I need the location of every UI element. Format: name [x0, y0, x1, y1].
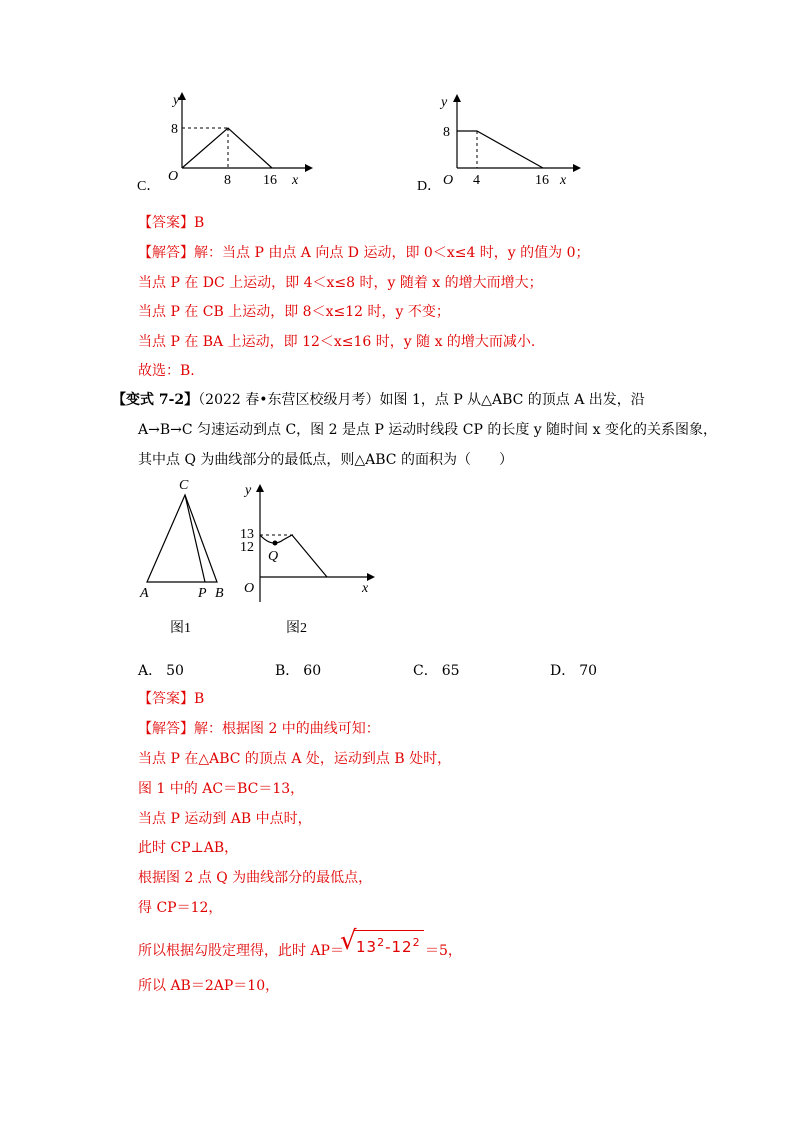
answer-value: B: [194, 691, 205, 707]
graph-d: [415, 90, 585, 195]
analysis-1-line-3: 当点 P 在 CB 上运动，即 8＜x≤12 时，y 不变；: [138, 304, 450, 320]
analysis-2-line-1: [138, 720, 380, 738]
graph-d-y-tick: 8: [443, 125, 450, 140]
analysis-1-line-4: 当点 P 在 BA 上运动，即 12＜x≤16 时，y 随 x 的增大而减小.: [138, 334, 536, 350]
sqrt-op: -: [385, 938, 392, 956]
graph-d-origin: O: [443, 173, 454, 188]
analysis-label: 【解答】: [138, 721, 194, 737]
sqrt-base-2: 12: [391, 938, 413, 956]
sqrt-expression: [340, 927, 424, 959]
pythagoras-suffix: ＝5，: [425, 943, 462, 959]
graph-c-y-tick: 8: [171, 122, 178, 137]
option-b: [275, 660, 321, 680]
analysis-2-line-6: 根据图 2 点 Q 为曲线部分的最低点，: [138, 870, 373, 886]
figure-1-caption: 图1: [170, 621, 191, 636]
figure-2-tick-13: 13: [240, 527, 254, 542]
figure-2-graph: [235, 480, 380, 640]
graph-c-x-label: x: [292, 173, 299, 188]
analysis-2-line-2: 当点 P 在△ABC 的顶点 A 处，运动到点 B 处时，: [138, 751, 452, 767]
analysis-2-pythagoras: [138, 942, 344, 960]
graph-c-origin: O: [168, 169, 179, 184]
analysis-text: 解：当点 P 由点 A 向点 D 运动，即 0＜x≤4 时，y 的值为 0；: [194, 245, 590, 261]
figure-2-origin: O: [244, 581, 255, 596]
problem-line-2: A→B→C 匀速运动到点 C，图 2 是点 P 运动时线段 CP 的长度 y 随时间 x 变化的关系图象，: [138, 422, 717, 438]
sqrt-exp-1: 2: [377, 936, 386, 949]
sqrt-exp-2: 2: [412, 936, 421, 949]
sqrt-base-1: 13: [356, 938, 378, 956]
problem-line-3: 其中点 Q 为曲线部分的最低点，则△ABC 的面积为（ ）: [138, 452, 513, 468]
option-d-value: 70: [579, 663, 598, 679]
figure-2-x-label: x: [362, 581, 369, 596]
graph-c-x-tick1: 8: [224, 173, 231, 188]
problem-text: （2022 春•东营区校级月考）如图 1，点 P 从△ABC 的顶点 A 出发，沿: [198, 392, 645, 408]
sqrt-vinculum: [354, 930, 424, 931]
problem-line-1: [112, 391, 645, 409]
figure-2-caption: 图2: [286, 621, 307, 636]
analysis-1-line-5: 故选：B.: [138, 363, 195, 379]
option-a-letter: A．: [138, 663, 163, 679]
figure-2-tick-12: 12: [240, 540, 254, 555]
figure-1-label-c: C: [179, 478, 189, 493]
option-c-letter: C．: [413, 663, 438, 679]
sqrt-radicand: [356, 936, 421, 956]
figure-1-label-p: P: [198, 586, 207, 601]
analysis-2-line-5: 此时 CP⊥AB，: [138, 840, 239, 856]
option-c-value: 65: [441, 663, 460, 679]
answer-label: 【答案】: [138, 691, 194, 707]
analysis-1-line-2: 当点 P 在 DC 上运动，即 4＜x≤8 时，y 随着 x 的增大而增大；: [138, 275, 543, 291]
figure-1-label-a: A: [140, 586, 149, 601]
answer-1: [138, 214, 204, 232]
graph-d-x-tick1: 4: [473, 173, 480, 188]
option-b-value: 60: [303, 663, 322, 679]
analysis-text: 解：根据图 2 中的曲线可知：: [194, 721, 380, 737]
analysis-label: 【解答】: [138, 245, 194, 261]
analysis-1-line-1: [138, 244, 590, 262]
figure-1-label-b: B: [215, 586, 224, 601]
answer-value: B: [194, 215, 205, 231]
option-d: [550, 660, 597, 680]
graph-c-option: C．: [137, 179, 161, 194]
answer-2: [138, 690, 204, 708]
analysis-2-line-4: 当点 P 运动到 AB 中点时，: [138, 811, 312, 827]
analysis-2-last-line: 所以 AB＝2AP＝10，: [138, 978, 280, 994]
option-d-letter: D．: [550, 663, 576, 679]
graph-c: [135, 90, 315, 195]
graph-c-x-tick2: 16: [263, 173, 277, 188]
option-a: [138, 660, 184, 680]
figure-1-triangle: [135, 475, 235, 640]
problem-label: 【变式 7-2】: [112, 392, 199, 408]
graph-d-x-label: x: [560, 173, 567, 188]
option-b-letter: B．: [275, 663, 300, 679]
graph-d-option: D．: [417, 179, 442, 194]
graph-d-y-label: y: [441, 95, 448, 110]
analysis-2-line-7: 得 CP＝12，: [138, 900, 223, 916]
figure-2-label-q: Q: [268, 549, 279, 564]
option-c: [413, 660, 460, 680]
answer-label: 【答案】: [138, 215, 194, 231]
sqrt-icon: √: [340, 926, 357, 956]
graph-c-y-label: y: [173, 93, 180, 108]
pythagoras-prefix: 所以根据勾股定理得，此时 AP＝: [138, 943, 344, 959]
option-a-value: 50: [166, 663, 184, 679]
graph-d-x-tick2: 16: [535, 173, 549, 188]
figure-2-y-label: y: [245, 483, 252, 498]
analysis-2-line-3: 图 1 中的 AC＝BC＝13，: [138, 781, 305, 797]
